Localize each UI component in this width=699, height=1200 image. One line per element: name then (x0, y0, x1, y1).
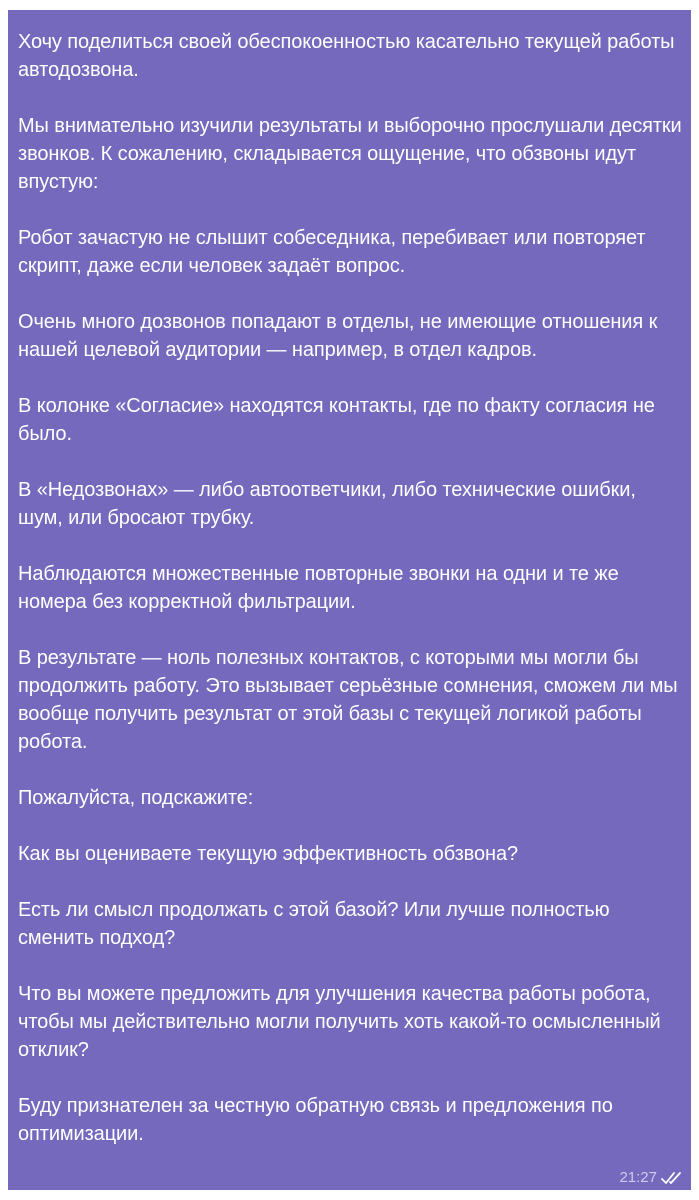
message-text (18, 28, 682, 1148)
message-paragraph: Мы внимательно изучили результаты и выборочно прослушали десятки звонков. К сожалению, складывается ощущение, что обзвоны идут впустую: (18, 115, 682, 193)
message-paragraph: Наблюдаются множественные повторные звонки на одни и те же номера без корректной фильтрации. (18, 563, 619, 613)
message-bubble[interactable] (8, 10, 691, 1190)
message-paragraph: Что вы можете предложить для улучшения качества работы робота, чтобы мы действительно могли получить хоть какой-то осмысленный отклик? (18, 983, 661, 1061)
message-paragraph: Буду признателен за честную обратную связь и предложения по оптимизации. (18, 1095, 613, 1145)
message-paragraph: Пожалуйста, подскажите: (18, 787, 254, 809)
message-paragraph: Есть ли смысл продолжать с этой базой? Или лучше полностью сменить подход? (18, 899, 610, 949)
message-meta (619, 1169, 683, 1186)
message-time: 21:27 (619, 1169, 657, 1186)
message-paragraph: В «Недозвонах» — либо автоответчики, либо технические ошибки, шум, или бросают трубку. (18, 479, 636, 529)
message-paragraph: Как вы оцениваете текущую эффективность обзвона? (18, 843, 518, 865)
double-check-icon (661, 1171, 683, 1185)
message-paragraph: Хочу поделиться своей обеспокоенностью касательно текущей работы автодозвона. (18, 31, 675, 81)
message-paragraph: В результате — ноль полезных контактов, с которыми мы могли бы продолжить работу. Это вызывает серьёзные сомнения, сможем ли мы вообще получить результат от этой базы с текущей логикой работы робота. (18, 647, 678, 753)
message-paragraph: Очень много дозвонов попадают в отделы, не имеющие отношения к нашей целевой аудитории — например, в отдел кадров. (18, 311, 658, 361)
message-paragraph: В колонке «Согласие» находятся контакты, где по факту согласия не было. (18, 395, 655, 445)
message-paragraph: Робот зачастую не слышит собеседника, перебивает или повторяет скрипт, даже если человек задаёт вопрос. (18, 227, 646, 277)
